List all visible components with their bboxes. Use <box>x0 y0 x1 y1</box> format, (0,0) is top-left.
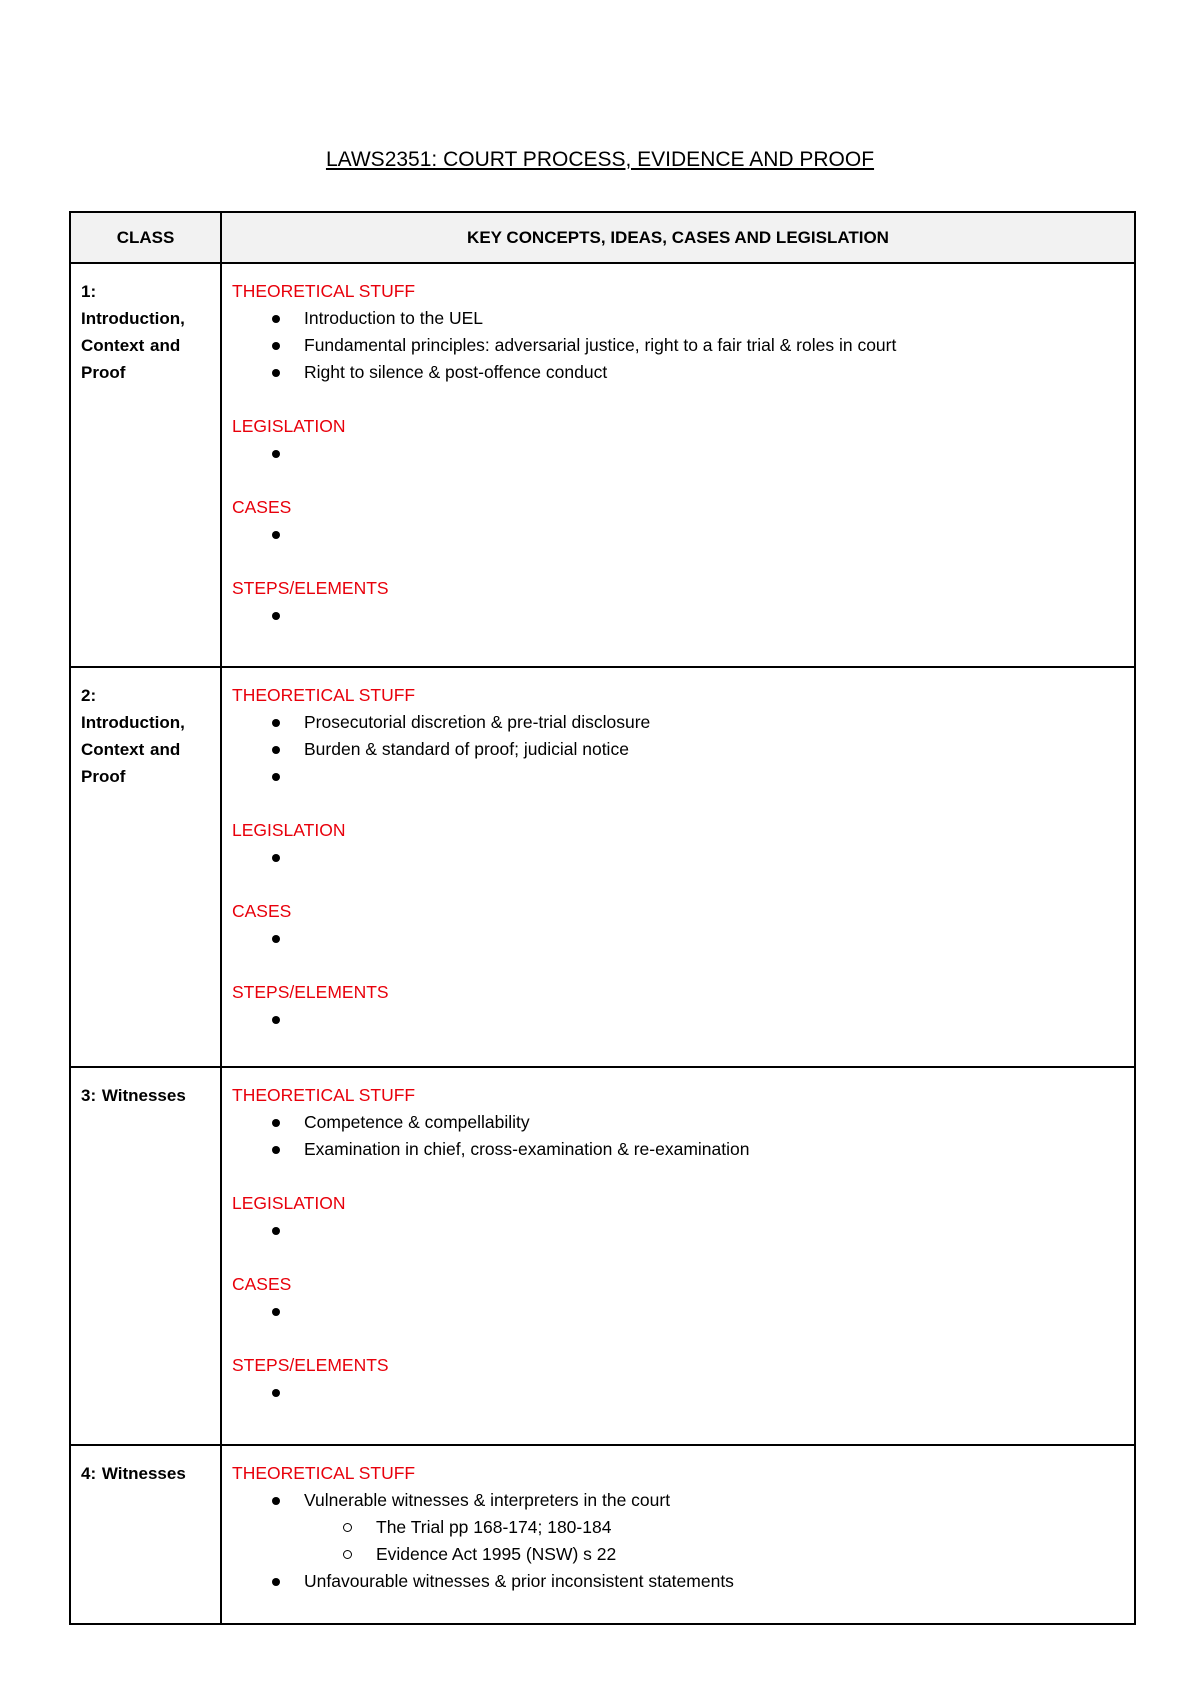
header-row <box>70 212 1135 263</box>
content-cell <box>221 1067 1135 1445</box>
section-title: THEORETICAL STUFF <box>232 1463 416 1483</box>
bullet-item <box>232 925 1124 952</box>
class-cell <box>70 263 221 667</box>
table-row <box>70 1445 1135 1624</box>
bullet-item <box>232 1568 1124 1595</box>
section-title: LEGISLATION <box>232 416 346 436</box>
bullet-item <box>232 440 1124 467</box>
bullet-item <box>232 1006 1124 1033</box>
bullet-item <box>232 359 1124 386</box>
bullet-list <box>232 925 1124 952</box>
sub-bullet-item: The Trial pp 168-174; 180-184 <box>304 1514 1124 1541</box>
content-section <box>232 1190 1124 1244</box>
bullet-list <box>232 440 1124 467</box>
table-row <box>70 1067 1135 1445</box>
content-section <box>232 817 1124 871</box>
content-section <box>232 1460 1124 1595</box>
content-section <box>232 1271 1124 1325</box>
content-section <box>232 413 1124 467</box>
bullet-text: Vulnerable witnesses & interpreters in the court <box>304 1490 671 1510</box>
class-label-line: 1: <box>81 282 97 301</box>
bullet-item <box>232 1217 1124 1244</box>
bullet-item <box>232 736 1124 763</box>
bullet-list <box>232 844 1124 871</box>
content-section <box>232 1082 1124 1163</box>
class-label-line: 3: Witnesses <box>81 1086 186 1105</box>
bullet-list <box>232 1379 1124 1406</box>
bullet-list <box>232 1298 1124 1325</box>
bullet-item <box>232 332 1124 359</box>
section-title: LEGISLATION <box>232 1193 346 1213</box>
bullet-item <box>232 1136 1124 1163</box>
class-label-line: Introduction, <box>81 713 185 732</box>
bullet-item <box>232 305 1124 332</box>
section-title: LEGISLATION <box>232 820 346 840</box>
class-label-line: Proof <box>81 767 126 786</box>
bullet-item <box>232 844 1124 871</box>
section-title: STEPS/ELEMENTS <box>232 578 389 598</box>
content-section <box>232 1352 1124 1406</box>
content-section <box>232 898 1124 952</box>
bullet-text: Fundamental principles: adversarial justice, right to a fair trial & roles in court <box>304 335 897 355</box>
header-key-concepts: KEY CONCEPTS, IDEAS, CASES AND LEGISLATION <box>221 212 1135 263</box>
section-title: CASES <box>232 901 292 921</box>
sub-bullet-item: Evidence Act 1995 (NSW) s 22 <box>304 1541 1124 1568</box>
bullet-text: Examination in chief, cross-examination & re-examination <box>304 1139 750 1159</box>
bullet-item <box>232 709 1124 736</box>
bullet-text: Introduction to the UEL <box>304 308 483 328</box>
bullet-item <box>232 602 1124 629</box>
bullet-list <box>232 521 1124 548</box>
bullet-item <box>232 763 1124 790</box>
bullet-list <box>232 709 1124 790</box>
content-section <box>232 278 1124 386</box>
section-title: CASES <box>232 1274 292 1294</box>
class-label-line: Context and <box>81 336 181 355</box>
content-section <box>232 979 1124 1033</box>
class-label-line: 2: <box>81 686 97 705</box>
course-table <box>69 211 1136 1625</box>
class-cell <box>70 1445 221 1624</box>
bullet-item <box>232 1298 1124 1325</box>
class-cell <box>70 667 221 1067</box>
bullet-item <box>232 1109 1124 1136</box>
table-row <box>70 667 1135 1067</box>
content-cell <box>221 667 1135 1067</box>
section-title: THEORETICAL STUFF <box>232 1085 416 1105</box>
section-title: THEORETICAL STUFF <box>232 685 416 705</box>
class-label-line: Introduction, <box>81 309 185 328</box>
bullet-item <box>232 1379 1124 1406</box>
document-title: LAWS2351: COURT PROCESS, EVIDENCE AND PROOF <box>325 148 875 171</box>
bullet-list <box>232 602 1124 629</box>
content-section <box>232 682 1124 790</box>
content-cell <box>221 1445 1135 1624</box>
section-title: STEPS/ELEMENTS <box>232 1355 389 1375</box>
bullet-list <box>232 1109 1124 1163</box>
class-label-line: Context and <box>81 740 181 759</box>
bullet-text: Unfavourable witnesses & prior inconsistent statements <box>304 1571 734 1591</box>
content-section <box>232 575 1124 629</box>
bullet-text: Right to silence & post-offence conduct <box>304 362 608 382</box>
bullet-list <box>232 305 1124 386</box>
table-row <box>70 263 1135 667</box>
content-cell <box>221 263 1135 667</box>
bullet-list <box>232 1006 1124 1033</box>
bullet-list <box>232 1217 1124 1244</box>
section-title: THEORETICAL STUFF <box>232 281 416 301</box>
bullet-text: Burden & standard of proof; judicial notice <box>304 739 629 759</box>
section-title: STEPS/ELEMENTS <box>232 982 389 1002</box>
class-label-line: Proof <box>81 363 126 382</box>
content-section <box>232 494 1124 548</box>
bullet-list <box>232 1487 1124 1595</box>
header-class: CLASS <box>70 212 221 263</box>
bullet-item <box>232 1487 1124 1568</box>
bullet-item <box>232 521 1124 548</box>
section-title: CASES <box>232 497 292 517</box>
class-cell <box>70 1067 221 1445</box>
bullet-text: Competence & compellability <box>304 1112 530 1132</box>
sub-bullet-list <box>232 1514 1124 1568</box>
bullet-text: Prosecutorial discretion & pre-trial disclosure <box>304 712 651 732</box>
class-label-line: 4: Witnesses <box>81 1464 186 1483</box>
